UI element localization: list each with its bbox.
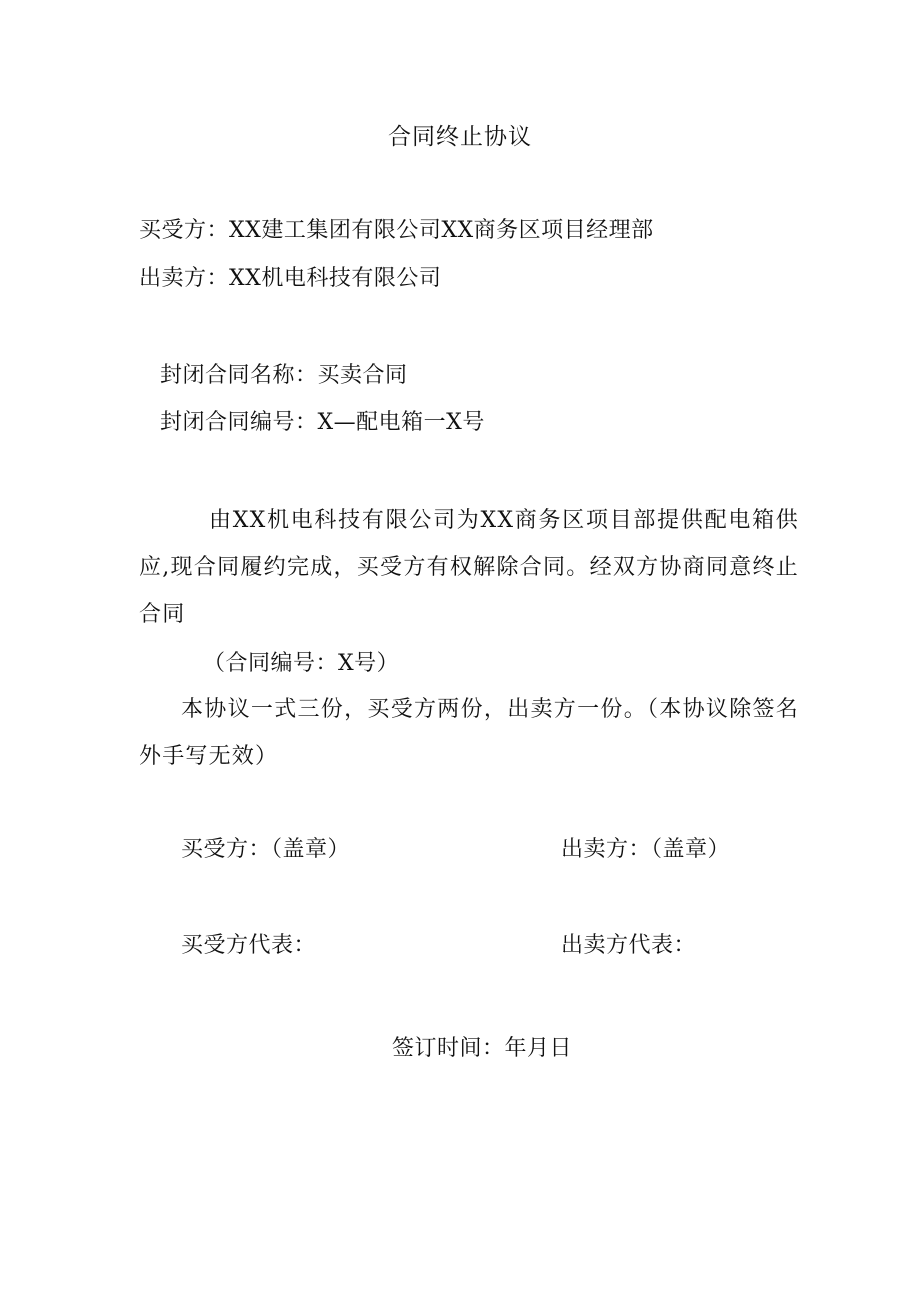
contract-number-note: （合同编号：X号） (203, 651, 400, 676)
contract-number-line: 封闭合同编号：X—配电箱一X号 (160, 410, 485, 435)
seller-seal-label: 出卖方：（盖章） (561, 837, 731, 862)
buyer-line: 买受方：XX建工集团有限公司XX商务区项目经理部 (139, 218, 654, 243)
buyer-representative-label: 买受方代表： (181, 933, 317, 958)
signing-date-label: 签订时间：年月日 (392, 1036, 573, 1061)
copies-paragraph: 本协议一式三份，买受方两份，出卖方一份。（本协议除签名外手写无效） (139, 697, 799, 769)
seller-representative-label: 出卖方代表： (561, 933, 697, 958)
document-title: 合同终止协议 (388, 124, 532, 150)
contract-name-line: 封闭合同名称：买卖合同 (160, 363, 408, 388)
seller-line: 出卖方：XX机电科技有限公司 (139, 266, 442, 291)
termination-paragraph: 由XX机电科技有限公司为XX商务区项目部提供配电箱供应,现合同履约完成，买受方有权解除合同。经双方协商同意终止合同 (139, 508, 799, 627)
buyer-seal-label: 买受方：（盖章） (181, 837, 351, 862)
